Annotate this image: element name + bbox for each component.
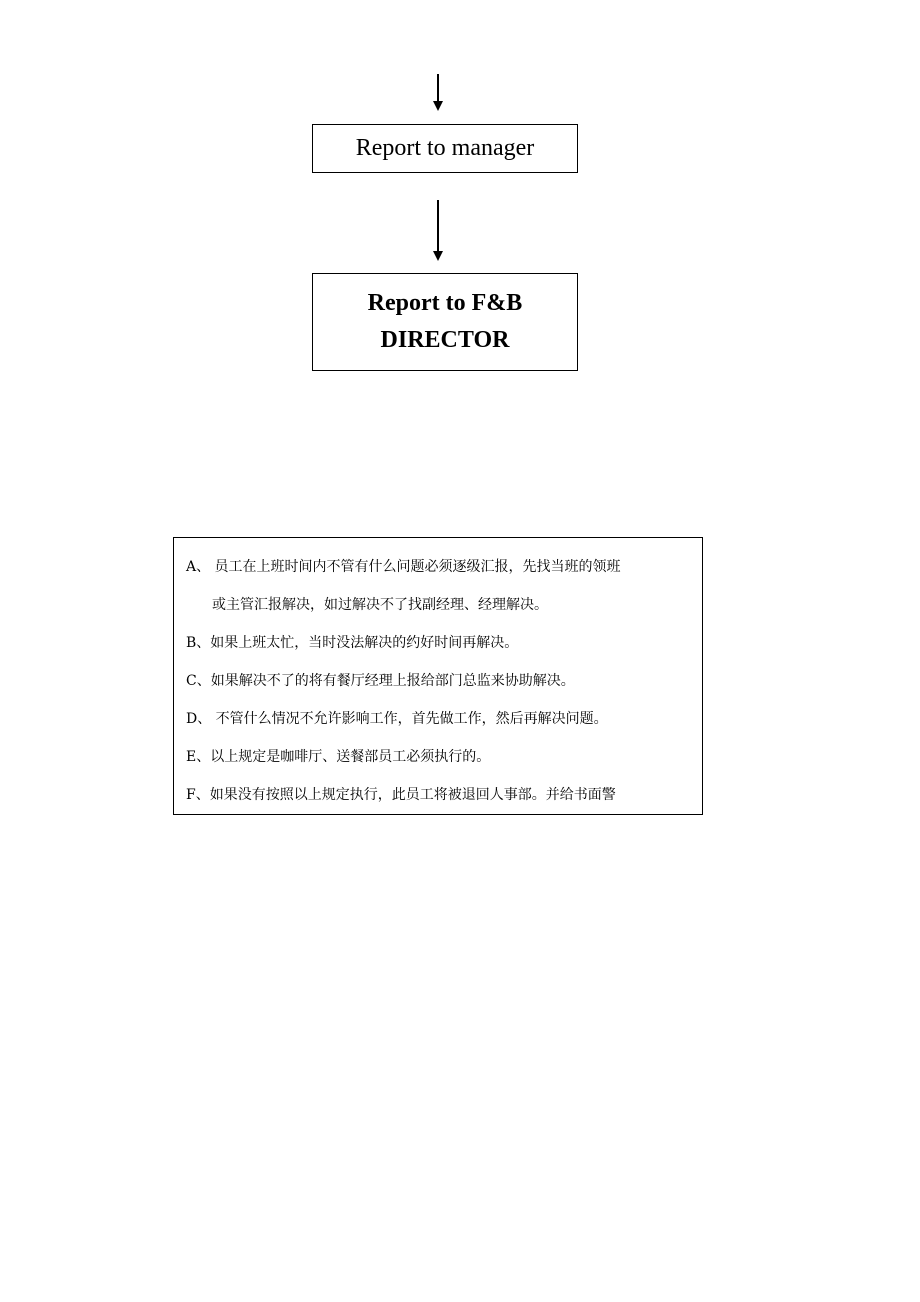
report-to-director-label-line1: Report to F&B	[367, 290, 523, 316]
report-to-manager-label: Report to manager	[355, 135, 535, 161]
rule-a-line2: 或主管汇报解决，如过解决不了找副经理、经理解决。	[212, 597, 548, 613]
rule-d: D、 不管什么情况不允许影响工作，首先做工作，然后再解决问题。	[186, 711, 608, 727]
rule-c: C、如果解决不了的将有餐厅经理上报给部门总监来协助解决。	[186, 673, 575, 689]
rules-box	[173, 537, 703, 815]
flow-arrow-top	[432, 74, 444, 112]
rule-f: F、如果没有按照以上规定执行，此员工将被退回人事部。并给书面警	[186, 787, 616, 803]
report-to-director-label-line2: DIRECTOR	[380, 327, 510, 353]
report-to-manager-box	[312, 124, 578, 173]
flow-arrow-middle	[432, 200, 444, 262]
rule-a-line1: A、 员工在上班时间内不管有什么问题必须逐级汇报，先找当班的领班	[186, 559, 621, 575]
rule-b: B、如果上班太忙，当时没法解决的约好时间再解决。	[186, 635, 519, 651]
rule-e: E、以上规定是咖啡厅、送餐部员工必须执行的。	[186, 749, 491, 765]
report-to-director-box	[312, 273, 578, 371]
